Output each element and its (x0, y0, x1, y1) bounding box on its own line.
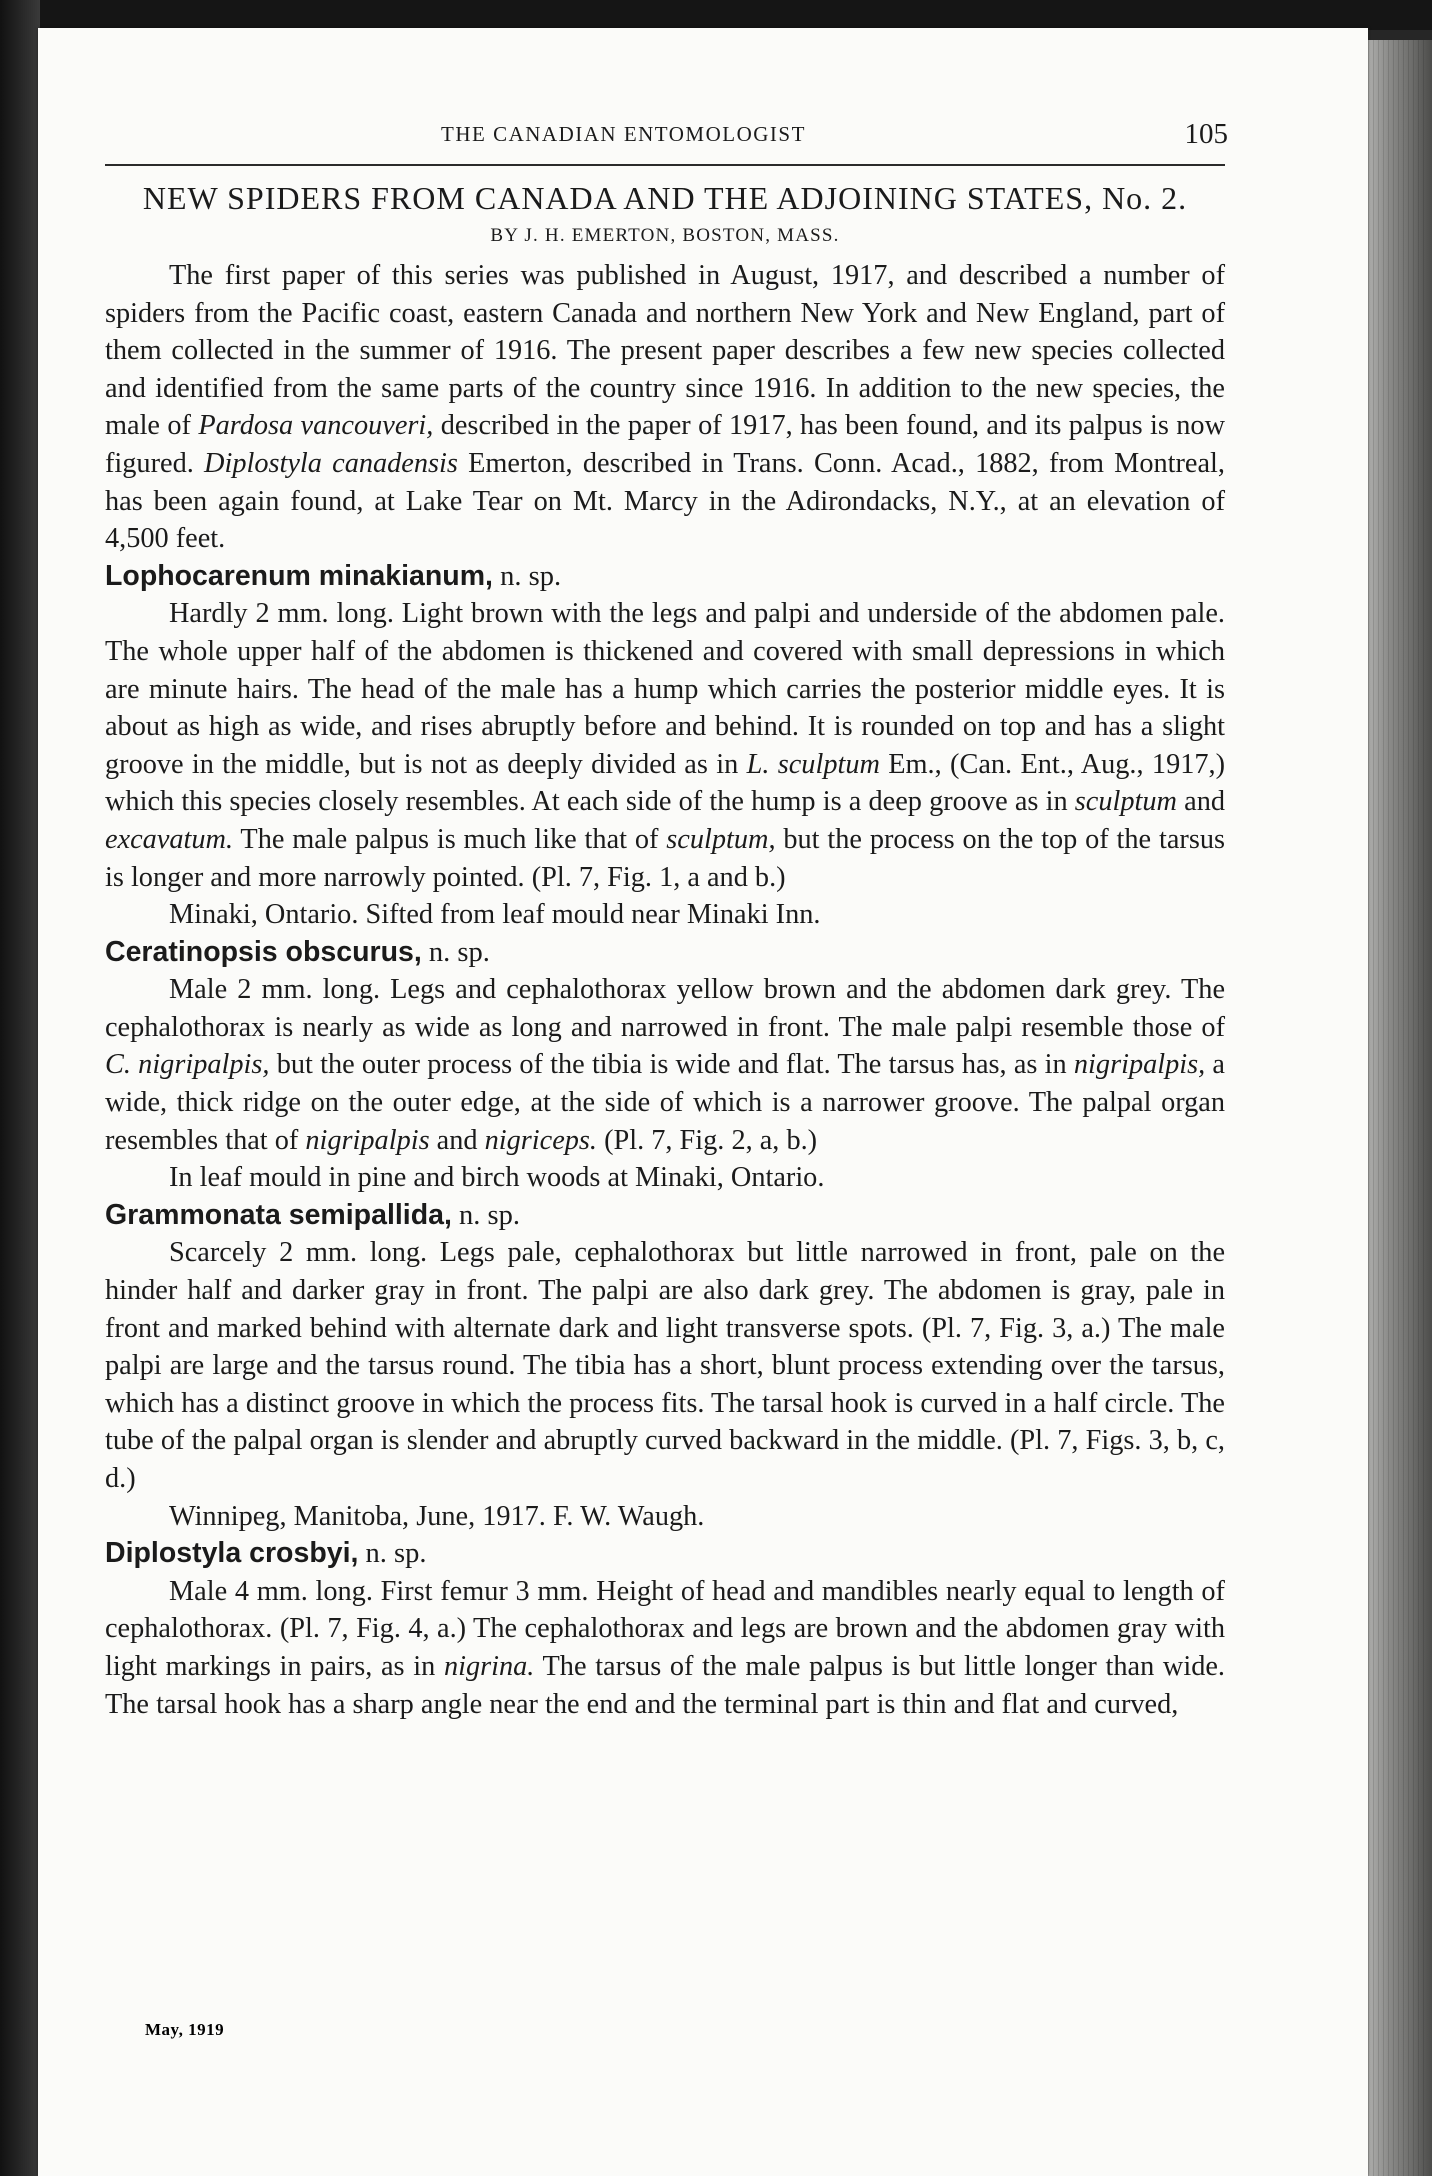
running-head (105, 118, 1228, 164)
species-description: Male 2 mm. long. Legs and cephalothorax yellow brown and the abdomen dark grey. The cephalothorax is nearly as wide as long and narrowed in front. The male palpi resemble those of C. nigripalpis, but the outer process of the tibia is wide and flat. The tarsus has, as in nigripalpis, a wide, thick ridge on the outer edge, at the side of which is a narrower groove. The palpal organ resembles that of nigripalpis and nigriceps. (Pl. 7, Fig. 2, a, b.) (105, 974, 1225, 1156)
species-description: Hardly 2 mm. long. Light brown with the legs and palpi and underside of the abdomen pale. The whole upper half of the abdomen is thickened and covered with small depressions in which are minute hairs. The head of the male has a hump which carries the posterior middle eyes. It is about as high as wide, and rises abruptly before and behind. It is rounded on top and has a slight groove in the middle, but is not as deeply divided as in L. sculptum Em., (Can. Ent., Aug., 1917,) which this species closely resembles. At each side of the hump is a deep groove as in sculptum and excavatum. The male palpus is much like that of sculptum, but the process on the top of the tarsus is longer and more narrowly pointed. (Pl. 7, Fig. 1, a and b.) (105, 598, 1226, 893)
species-heading-lophocarenum: Lophocarenum minakianum, n. sp. (105, 559, 562, 592)
species-heading-grammonata: Grammonata semipallida, n. sp. (105, 1198, 520, 1231)
article-title: NEW SPIDERS FROM CANADA AND THE ADJOINING STATES, No. 2. (142, 180, 1188, 216)
page-number: 105 (1184, 118, 1228, 150)
species-description: Scarcely 2 mm. long. Legs pale, cephalothorax but little narrowed in front, pale on the hinder half and darker gray in front. The palpi are also dark grey. The abdomen is gray, pale in front and marked behind with alternate dark and light transverse spots. (Pl. 7, Fig. 3, a.) The male palpi are large and the tarsus round. The tibia has a short, blunt process extending over the tarsus, which has a distinct groove in which the process fits. The tarsal hook is curved in a half circle. The tube of the palpal organ is slender and abruptly curved backward in the middle. (Pl. 7, Figs. 3, b, c, d.) (105, 1237, 1225, 1494)
species-heading-ceratinopsis: Ceratinopsis obscurus, n. sp. (105, 935, 490, 968)
scan-top-edge (0, 0, 1432, 30)
species-heading-diplostyla: Diplostyla crosbyi, n. sp. (105, 1537, 427, 1570)
species-locality: Winnipeg, Manitoba, June, 1917. F. W. Waugh. (169, 1500, 705, 1532)
intro-paragraph: The first paper of this series was published in August, 1917, and described a number of spiders from the Pacific coast, eastern Canada and northern New York and New England, part of them collected in the summer of 1916. The present paper describes a few new species collected and identified from the same parts of the country since 1916. In addition to the new species, the male of Pardosa vancouveri, described in the paper of 1917, has been found, and its palpus is now figured. Diplostyla canadensis Emerton, described in Trans. Conn. Acad., 1882, from Montreal, has been again found, at Lake Tear on Mt. Marcy in the Adirondacks, N.Y., at an elevation of 4,500 feet. (105, 260, 1225, 555)
species-description: Male 4 mm. long. First femur 3 mm. Height of head and mandibles nearly equal to length of cephalothorax. (Pl. 7, Fig. 4, a.) The cephalothorax and legs are brown and the abdomen gray with light markings in pairs, as in nigrina. The tarsus of the male palpus is but little longer than wide. The tarsal hook has a sharp angle near the end and the terminal part is thin and flat and curved, (105, 1575, 1226, 1720)
header-rule (105, 164, 1225, 166)
book-spine-shadow (0, 0, 40, 2176)
issue-date-footer: May, 1919 (145, 2020, 225, 2039)
species-locality: In leaf mould in pine and birch woods at Minaki, Ontario. (169, 1162, 825, 1194)
page-stack-lines (1368, 40, 1428, 2176)
article-byline: BY J. H. EMERTON, BOSTON, MASS. (490, 225, 840, 246)
journal-title: THE CANADIAN ENTOMOLOGIST (441, 122, 806, 146)
page-content (105, 118, 1228, 1723)
species-locality: Minaki, Ontario. Sifted from leaf mould near Minaki Inn. (169, 899, 821, 931)
